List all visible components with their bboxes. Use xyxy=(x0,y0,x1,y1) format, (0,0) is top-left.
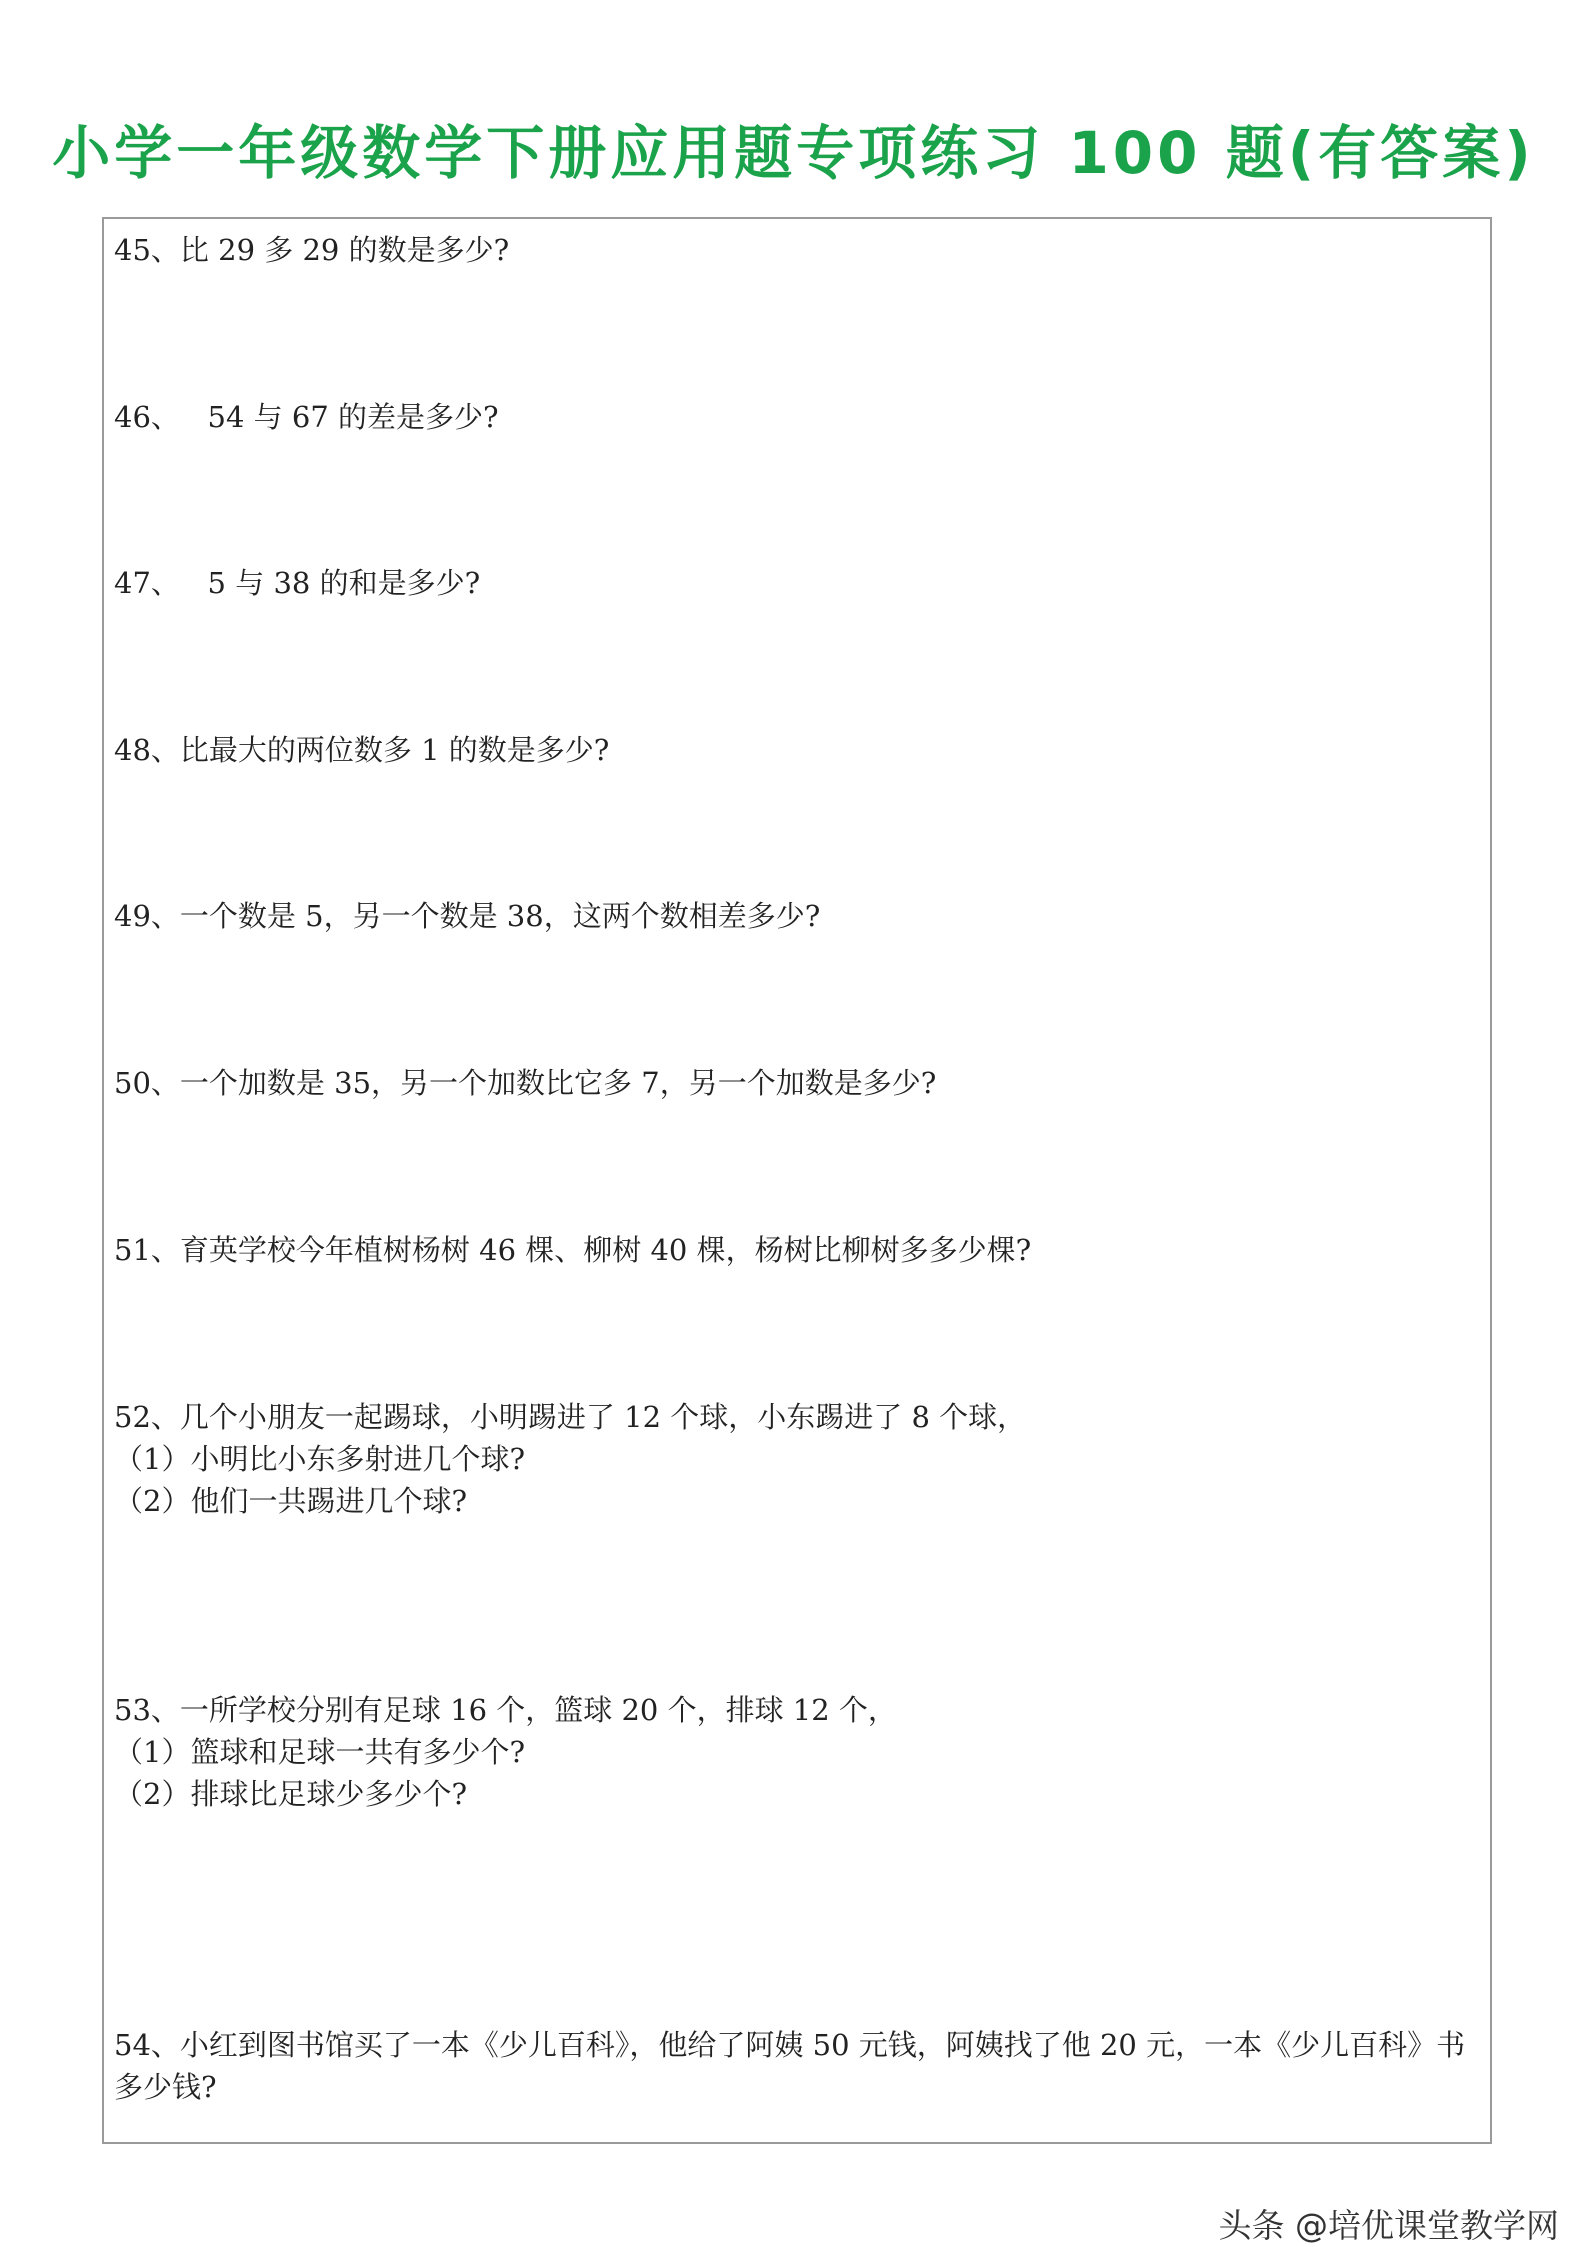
question-49 xyxy=(114,895,1484,937)
question-48 xyxy=(114,729,1484,771)
question-text: 一个数是 5，另一个数是 38，这两个数相差多少? xyxy=(179,899,821,933)
question-number: 49、 xyxy=(114,899,180,933)
sub-question-1: （1）篮球和足球一共有多少个? xyxy=(114,1735,525,1769)
worksheet-frame xyxy=(102,217,1492,2144)
question-text: 比 29 多 29 的数是多少? xyxy=(179,233,510,267)
question-number: 48、 xyxy=(114,733,180,767)
question-47 xyxy=(114,562,1484,604)
question-text: 一个加数是 35，另一个加数比它多 7，另一个加数是多少? xyxy=(179,1066,937,1100)
question-text: 几个小朋友一起踢球，小明踢进了 12 个球，小东踢进了 8 个球， xyxy=(179,1400,1027,1434)
question-50 xyxy=(114,1062,1484,1104)
question-number: 45、 xyxy=(114,233,180,267)
question-text: 小红到图书馆买了一本《少儿百科》，他给了阿姨 50 元钱，阿姨找了他 20 元，一本《少儿百科》书多少钱? xyxy=(114,2028,1466,2104)
question-number: 53、 xyxy=(114,1693,180,1727)
sub-question-1: （1）小明比小东多射进几个球? xyxy=(114,1442,525,1476)
question-number: 46、 xyxy=(114,400,180,434)
question-text: 5 与 38 的和是多少? xyxy=(179,566,481,600)
question-number: 52、 xyxy=(114,1400,180,1434)
question-number: 54、 xyxy=(114,2028,180,2062)
question-45 xyxy=(114,229,1484,271)
question-number: 51、 xyxy=(114,1233,180,1267)
question-53 xyxy=(114,1689,1484,1815)
question-text: 54 与 67 的差是多少? xyxy=(179,400,499,434)
watermark: 头条 @培优课堂教学网 xyxy=(1218,2206,1559,2245)
question-52 xyxy=(114,1396,1484,1522)
question-51 xyxy=(114,1229,1484,1271)
page-title: 小学一年级数学下册应用题专项练习 100 题(有答案) xyxy=(52,119,1535,187)
question-number: 50、 xyxy=(114,1066,180,1100)
question-number: 47、 xyxy=(114,566,180,600)
sub-question-2: （2）排球比足球少多少个? xyxy=(114,1777,467,1811)
question-46 xyxy=(114,396,1484,438)
question-54 xyxy=(114,2024,1484,2108)
question-text: 育英学校今年植树杨树 46 棵、柳树 40 棵，杨树比柳树多多少棵? xyxy=(179,1233,1032,1267)
sub-question-2: （2）他们一共踢进几个球? xyxy=(114,1484,467,1518)
question-text: 一所学校分别有足球 16 个，篮球 20 个，排球 12 个， xyxy=(179,1693,897,1727)
question-text: 比最大的两位数多 1 的数是多少? xyxy=(179,733,610,767)
